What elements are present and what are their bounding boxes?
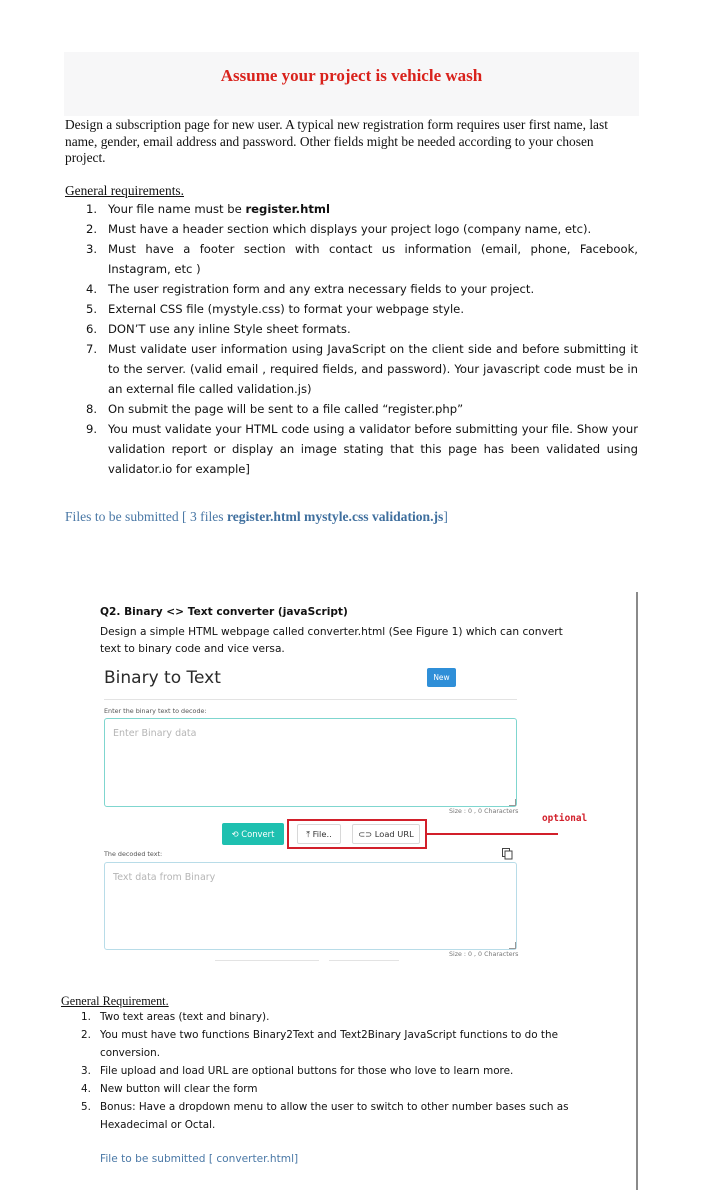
list-text: [108, 199, 638, 219]
optional-pointer-line: [427, 833, 558, 835]
q1-title-band: [64, 52, 639, 116]
list-text: You must validate your HTML code using a validator before submitting your file. Show your validation report or display an image stating that this page has been validated using validator.io for example]: [108, 422, 638, 476]
list-number: 7.: [86, 342, 98, 356]
files-names: register.html mystyle.css validation.js: [226, 509, 444, 524]
q1-intro: Design a subscription page for new user. A typical new registration form requires user first name, last name, gender, email address and password. Other fields might be needed according to your chosen project.: [65, 117, 608, 165]
list-number: 3.: [86, 242, 98, 256]
list-item: [81, 1080, 581, 1098]
link-icon: ⊂⊃: [358, 829, 373, 839]
list-text: On submit the page will be sent to a file called “register.php”: [108, 402, 464, 416]
list-item: [86, 299, 638, 319]
list-text-bold: register.html: [245, 202, 330, 216]
load-url-button[interactable]: [352, 824, 420, 844]
optional-note: optional: [542, 813, 588, 824]
list-number: 5.: [81, 1101, 91, 1113]
q2-files-to-submit: File to be submitted [ converter.html]: [100, 1153, 299, 1165]
list-text: Bonus: Have a dropdown menu to allow the user to switch to other number bases such as Hexadecimal or Octal.: [100, 1101, 569, 1131]
resize-handle-icon[interactable]: [509, 799, 516, 806]
q2-title: Q2. Binary <> Text converter (javaScript): [100, 606, 348, 618]
cropped-button-edge: [215, 960, 319, 961]
refresh-icon: ⟲: [231, 829, 239, 839]
list-number: 1.: [86, 202, 98, 216]
list-text: New button will clear the form: [100, 1083, 258, 1095]
list-text: Must have a header section which displays your project logo (company name, etc).: [108, 222, 592, 236]
list-item: [81, 1062, 581, 1080]
copy-icon[interactable]: [502, 848, 513, 860]
converter-heading: Binary to Text: [104, 668, 221, 688]
upload-icon: ⤒: [306, 828, 310, 839]
list-text: File upload and load URL are optional buttons for those who love to learn more.: [100, 1065, 514, 1077]
resize-handle-icon[interactable]: [509, 942, 516, 949]
list-item: [86, 279, 638, 299]
q1-general-requirements-text: General requirements.: [65, 183, 184, 198]
decoded-text-label: The decoded text:: [104, 850, 163, 858]
q1-general-requirements-heading: [65, 183, 184, 199]
list-item: [86, 319, 638, 339]
list-number: 6.: [86, 322, 98, 336]
file-upload-button[interactable]: [297, 824, 341, 844]
list-number: 4.: [86, 282, 98, 296]
list-text: You must have two functions Binary2Text and Text2Binary JavaScript functions to do the conversion.: [100, 1029, 558, 1059]
list-number: 9.: [86, 422, 98, 436]
q1-requirements-list: [86, 199, 638, 479]
list-item: [81, 1098, 581, 1134]
list-text: Two text areas (text and binary).: [100, 1011, 270, 1023]
q1-title: Assume your project is vehicle wash: [220, 66, 483, 85]
list-number: 8.: [86, 402, 98, 416]
list-item: [86, 399, 638, 419]
list-item: [86, 199, 638, 219]
page-border-line: [636, 592, 638, 1190]
q2-general-requirement-text: General Requirement.: [61, 994, 169, 1008]
list-text: Must validate user information using JavaScript on the client side and before submitting it to the server. (valid email , required fields, and password). Your javascript code must be in an external file called validation.js): [108, 342, 638, 396]
binary-size-label: Size : 0 , 0 Characters: [449, 808, 519, 815]
q2-requirements-list: [81, 1008, 581, 1134]
list-number: 5.: [86, 302, 98, 316]
list-item: [81, 1026, 581, 1062]
q2-description: Design a simple HTML webpage called converter.html (See Figure 1) which can convert text to binary code and vice versa.: [100, 626, 563, 655]
list-number: 2.: [81, 1029, 91, 1041]
list-item: [86, 239, 638, 279]
list-number: 4.: [81, 1083, 91, 1095]
list-item: [81, 1008, 581, 1026]
binary-input-label: Enter the binary text to decode:: [104, 707, 207, 715]
new-button[interactable]: New: [427, 668, 456, 687]
q2-general-requirement-heading: [61, 994, 169, 1009]
convert-button-label: Convert: [241, 829, 275, 839]
list-text-plain: Your file name must be: [108, 202, 246, 216]
convert-button[interactable]: [222, 823, 284, 845]
q1-files-to-submit: [65, 509, 448, 525]
cropped-button-edge: [329, 960, 399, 961]
load-url-button-label: Load URL: [374, 829, 414, 839]
list-number: 3.: [81, 1065, 91, 1077]
list-item: [86, 219, 638, 239]
decoded-size-label: Size : 0 , 0 Characters: [449, 951, 519, 958]
decoded-text-output[interactable]: [104, 862, 517, 950]
list-text: External CSS file (mystyle.css) to format your webpage style.: [108, 302, 465, 316]
files-suffix: ]: [443, 509, 448, 524]
list-item: [86, 339, 638, 399]
list-item: [86, 419, 638, 479]
binary-input[interactable]: [104, 718, 517, 807]
list-text: The user registration form and any extra necessary fields to your project.: [108, 282, 535, 296]
list-number: 2.: [86, 222, 98, 236]
list-text: Must have a footer section with contact us information (email, phone, Facebook, Instagram, etc ): [108, 242, 638, 276]
files-prefix: Files to be submitted [ 3 files: [65, 509, 227, 524]
list-number: 1.: [81, 1011, 91, 1023]
list-text: DON’T use any inline Style sheet formats.: [108, 322, 351, 336]
divider: [104, 699, 517, 700]
file-button-label: File..: [312, 828, 332, 839]
